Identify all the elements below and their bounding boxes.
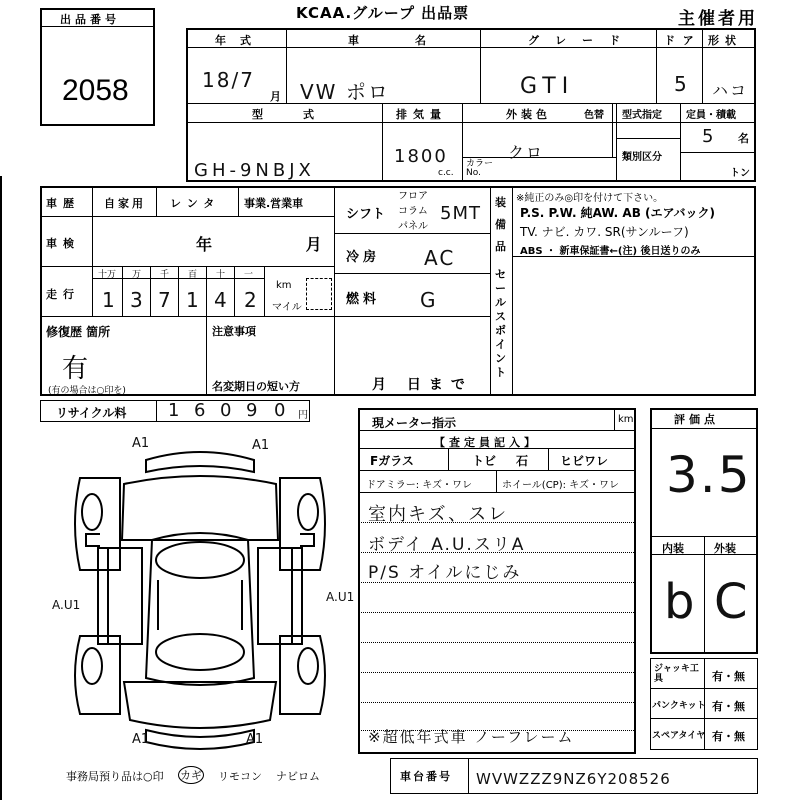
history-label: 車歴: [46, 197, 80, 210]
digit-label-1k: 千: [160, 270, 170, 280]
equipment-line-2: TV. ナビ. カワ. SR(サンルーフ): [520, 225, 689, 239]
car-damage-diagram: [40, 430, 360, 770]
displacement-value: 1800: [394, 146, 448, 167]
displacement-label: 排気量: [396, 108, 447, 121]
grade-value: GTI: [520, 74, 575, 99]
year-label: 年式: [215, 34, 265, 47]
recycle-fee-unit: 円: [298, 410, 308, 421]
group-title: KCAA.グループ 出品票: [296, 4, 470, 22]
equipment-line-3: ABS ・ 新車保証書←(注) 後日送りのみ: [520, 246, 701, 257]
recycle-fee-digit: 0: [220, 400, 234, 421]
shift-value: 5MT: [440, 203, 481, 224]
diagram-mark-rear-left: A1: [132, 732, 150, 747]
inspector-label: 【査定員記入】: [434, 436, 539, 449]
fuel-label: 燃料: [346, 292, 381, 307]
door-label: ドア: [664, 34, 702, 47]
recycle-fee-label: リサイクル料: [56, 406, 127, 420]
spare-tire-value: 有・無: [712, 730, 745, 743]
rental-option: レンタ: [170, 197, 221, 210]
chip-label: トビ: [472, 454, 497, 468]
capacity-label: 定員・積載: [686, 110, 736, 121]
chassis-number-value: WVWZZZ9NZ6Y208526: [476, 770, 671, 788]
color-number-label: カラー No.: [466, 159, 494, 178]
recycle-fee-digit: 0: [274, 400, 288, 421]
recycle-fee-digit: 6: [194, 400, 208, 421]
page-edge-line: [0, 176, 2, 800]
lot-number-value: 2058: [62, 74, 129, 107]
cc-label: c.c.: [438, 168, 454, 178]
repair-history-value: 有: [62, 354, 89, 384]
score-label: 評価点: [674, 413, 719, 426]
category-label: 類別区分: [622, 152, 662, 163]
comment-line-1: 室内キズ、スレ: [368, 504, 509, 525]
meter-unit: km: [618, 414, 634, 425]
car-name-label: 車名: [348, 34, 482, 47]
remote-item: リモコン: [218, 770, 262, 783]
km-label: km: [276, 280, 292, 291]
diagram-mark-left-side: A.U1: [52, 598, 81, 612]
lot-number-label: 出品番号: [60, 13, 120, 26]
business-option: 事業.営業車: [244, 197, 304, 210]
comment-line-3: P/S オイルにじみ: [368, 563, 522, 583]
crack-label: ヒビワレ: [560, 454, 609, 468]
jack-label: ジャッキ工具: [654, 664, 699, 684]
windshield-label: Fガラス: [370, 454, 414, 468]
name-change-label: 名変期日の短い方: [212, 380, 300, 393]
diagram-mark-rear-right: A1: [246, 732, 264, 747]
door-value: 5: [674, 72, 689, 96]
mile-label: マイル: [272, 302, 302, 313]
shape-value: ハコ: [712, 81, 749, 100]
color-label: 外装色: [506, 108, 551, 121]
car-name-value: VW ポロ: [300, 80, 390, 104]
model-label: 型式: [252, 108, 354, 121]
mileage-digit: 4: [214, 288, 229, 312]
mileage-digit: 2: [244, 288, 259, 312]
repair-history-label: 修復歴 箇所: [46, 325, 111, 339]
diagram-mark-front-right: A1: [252, 438, 270, 453]
digit-label-100: 百: [188, 270, 198, 280]
recycle-fee-digit: 9: [246, 400, 260, 421]
door-mirror-label: ドアミラー: キズ・ワレ: [366, 480, 473, 491]
grade-label: グレード: [528, 34, 636, 47]
office-items-label: 事務局預り品は○印: [66, 770, 164, 783]
floor-option: フロア: [398, 191, 428, 202]
chassis-number-label: 車台番号: [400, 770, 452, 783]
digit-label-10: 十: [216, 270, 226, 280]
model-value: GH-9NBJX: [194, 160, 315, 181]
private-use-option: 自家用: [104, 197, 146, 210]
mileage-label: 走行: [46, 288, 80, 301]
recycle-fee-digit: 1: [168, 400, 182, 421]
mileage-digit: 7: [158, 288, 173, 312]
shape-label: 形状: [708, 34, 742, 47]
host-label: 主催者用: [678, 9, 758, 29]
shift-label: シフト: [346, 207, 386, 222]
ac-label: 冷房: [346, 250, 381, 265]
diagram-mark-front-left: A1: [132, 436, 150, 451]
meter-label: 現メーター指示: [372, 416, 457, 430]
wheel-label: ホイール(CP): キズ・ワレ: [502, 480, 619, 491]
equipment-note: ※純正のみ◎印を付けて下さい。: [516, 193, 664, 204]
ton-unit: トン: [730, 168, 750, 179]
notes-label: 注意事項: [212, 325, 256, 338]
panel-option: パネル: [398, 221, 428, 232]
exterior-grade: C: [714, 574, 750, 630]
spare-tire-label: スペアタイヤ: [652, 731, 706, 741]
jack-value: 有・無: [712, 670, 745, 683]
mileage-digit: 1: [186, 288, 201, 312]
color-value: クロ: [508, 143, 545, 162]
year-value: 18/7: [202, 68, 255, 92]
navi-rom-item: ナビロム: [276, 770, 320, 783]
comment-line-2: ボデイ A.U.スリA: [368, 535, 526, 555]
interior-grade: b: [664, 574, 697, 630]
mile-checkbox: [306, 278, 332, 310]
color-change-label: 色替: [584, 110, 604, 121]
sales-point-label: セールスポイント: [495, 268, 506, 379]
mileage-digit: 3: [130, 288, 145, 312]
digit-label-10k: 万: [132, 270, 142, 280]
inspection-value: 年 月: [196, 235, 366, 254]
score-value: 3.5: [666, 446, 752, 504]
column-option: コラム: [398, 206, 428, 217]
interior-label: 内装: [662, 542, 684, 555]
equipment-line-1: P.S. P.W. 純AW. AB (エアバック): [520, 206, 716, 220]
puncture-kit-label: パンクキット: [652, 701, 706, 711]
mileage-digit: 1: [102, 288, 117, 312]
digit-label-1: 一: [244, 270, 254, 280]
exterior-label: 外装: [714, 542, 736, 555]
capacity-value: 5: [702, 126, 716, 147]
stone-label: 石: [516, 454, 529, 468]
comment-line-4: ※超低年式車 ノーフレーム: [368, 728, 575, 746]
name-change-date: 月 日まで: [372, 377, 473, 393]
digit-label-100k: 十万: [98, 270, 117, 280]
key-item: カギ: [178, 766, 204, 784]
ac-value: AC: [424, 246, 456, 270]
capacity-unit: 名: [738, 132, 749, 145]
fuel-value: G: [420, 288, 438, 312]
month-unit: 月: [270, 90, 281, 103]
equipment-label: 装備品: [495, 196, 506, 253]
puncture-kit-value: 有・無: [712, 700, 745, 713]
inspection-label: 車検: [46, 237, 80, 250]
repair-history-note: (有の場合は○印を): [48, 386, 126, 396]
model-designation-label: 型式指定: [622, 110, 662, 121]
diagram-mark-right-side: A.U1: [326, 590, 355, 604]
